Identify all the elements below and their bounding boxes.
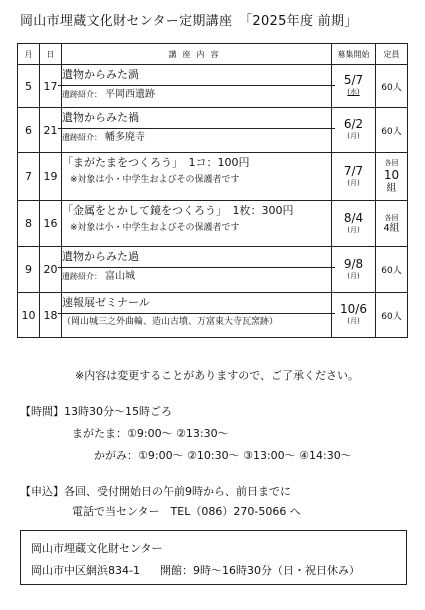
site-intro [58,85,335,104]
site-name: 富山城 [105,271,135,282]
footer-org-name: 岡山市埋蔵文化財センター [31,542,163,555]
row-content [62,293,332,338]
site-name: 幡多廃寺 [105,132,145,143]
header-month: 月 [18,44,40,65]
start-date: 10/6 [340,302,367,316]
start-weekday: (月) [347,178,360,187]
target-note: ※対象は小・中学生およびその保護者です [70,223,240,233]
row-day: 18 [40,293,62,338]
row-month: 10 [18,293,40,338]
kagami-label: かがみ： [94,449,138,462]
time-main: 13時30分～15時ごろ [64,405,172,418]
lecture-title: 遺物からみた過 [62,250,139,263]
page-title: 岡山市埋蔵文化財センター定期講座 「2025年度 前期」 [20,14,358,29]
site-intro-label: 遺跡紹介： [62,133,102,142]
row-capacity: 60人 [376,108,408,153]
row-start-date [332,293,376,338]
time-section [20,403,172,419]
start-weekday: (月) [347,317,360,325]
row-capacity: 60人 [376,247,408,293]
table-row [18,293,408,338]
row-start-date [332,247,376,293]
row-month: 8 [18,201,40,247]
start-date: 8/4 [343,210,364,225]
lecture-title: 遺物からみた渦 [62,68,139,81]
lecture-title: 「まがたまをつくろう」 1コ：100円 [62,156,250,169]
header-start: 募集開始 [332,44,376,65]
site-intro-label: 遺跡紹介： [62,90,102,99]
table-row [18,153,408,201]
footer-box [20,530,407,585]
site-intro [58,267,335,286]
capacity-prefix: 各回 [384,213,399,222]
time-magatama [72,425,229,441]
footer-hours: 開館：9時～16時30分（日・祝日休み） [159,564,360,577]
row-month: 5 [18,65,40,108]
row-content [62,153,332,201]
subjects-text: （岡山城三之外曲輪、造山古墳、万富東大寺瓦窯跡） [62,317,279,327]
capacity-prefix: 各回 [384,159,399,167]
row-content [62,65,332,108]
capacity-unit: 組 [386,183,397,194]
row-start-date [332,201,376,247]
schedule-table [17,43,408,338]
change-notice: ※内容は変更することがありますので、ご了承ください。 [75,369,359,382]
row-day: 17 [40,65,62,108]
capacity-number: 10 [383,168,400,182]
target-note: ※対象は小・中学生およびその保護者です [70,175,240,185]
table-row [18,201,408,247]
row-month: 9 [18,247,40,293]
apply-label: 【申込】 [20,485,64,498]
row-day: 20 [40,247,62,293]
site-name: 平岡西遺跡 [105,89,155,100]
time-kagami [94,447,352,463]
table-header-row [18,44,408,65]
start-weekday: (月) [347,271,360,280]
apply-line2: 電話で当センター TEL（086）270-5066 へ [72,505,301,518]
row-day: 16 [40,201,62,247]
apply-line1: 各回、受付開始日の午前9時から、前日までに [64,485,291,498]
table-row [18,65,408,108]
row-day: 19 [40,153,62,201]
magatama-times: ①9:00～ ②13:30～ [127,427,229,440]
header-day: 日 [40,44,62,65]
lecture-title: 「金属をとかして鏡をつくろう」 1枚：300円 [62,204,294,217]
capacity-number: 4組 [383,222,400,234]
start-date: 7/7 [343,163,364,178]
start-weekday: (水) [347,88,360,96]
row-day: 21 [40,108,62,153]
footer-address-line [31,562,360,578]
lecture-title: 速報展ゼミナール [62,296,150,309]
kagami-times: ①9:00～ ②10:30～ ③13:00～ ④14:30～ [138,449,352,462]
row-content [62,108,332,153]
lecture-title: 遺物からみた禍 [62,111,139,124]
lecture-subjects [58,313,335,331]
row-content [62,201,332,247]
header-content: 講座内容 [62,44,332,65]
row-capacity: 60人 [376,293,408,338]
table-row [18,247,408,293]
start-date: 9/8 [343,256,364,271]
site-intro [58,128,335,147]
header-capacity: 定員 [376,44,408,65]
row-start-date [332,108,376,153]
start-weekday: (月) [347,225,360,234]
row-capacity: 60人 [376,65,408,108]
row-start-date [332,65,376,108]
site-intro-label: 遺跡紹介： [62,272,102,281]
start-date: 5/7 [343,73,364,87]
row-content [62,247,332,293]
row-capacity [376,153,408,201]
row-month: 6 [18,108,40,153]
start-date: 6/2 [343,117,364,131]
row-start-date [332,153,376,201]
row-capacity [376,201,408,247]
time-label: 【時間】 [20,405,64,418]
row-month: 7 [18,153,40,201]
start-weekday: (月) [347,132,360,140]
magatama-label: まがたま： [72,427,127,440]
apply-section [20,483,291,499]
table-row [18,108,408,153]
footer-address: 岡山市中区網浜834-1 [31,564,140,577]
